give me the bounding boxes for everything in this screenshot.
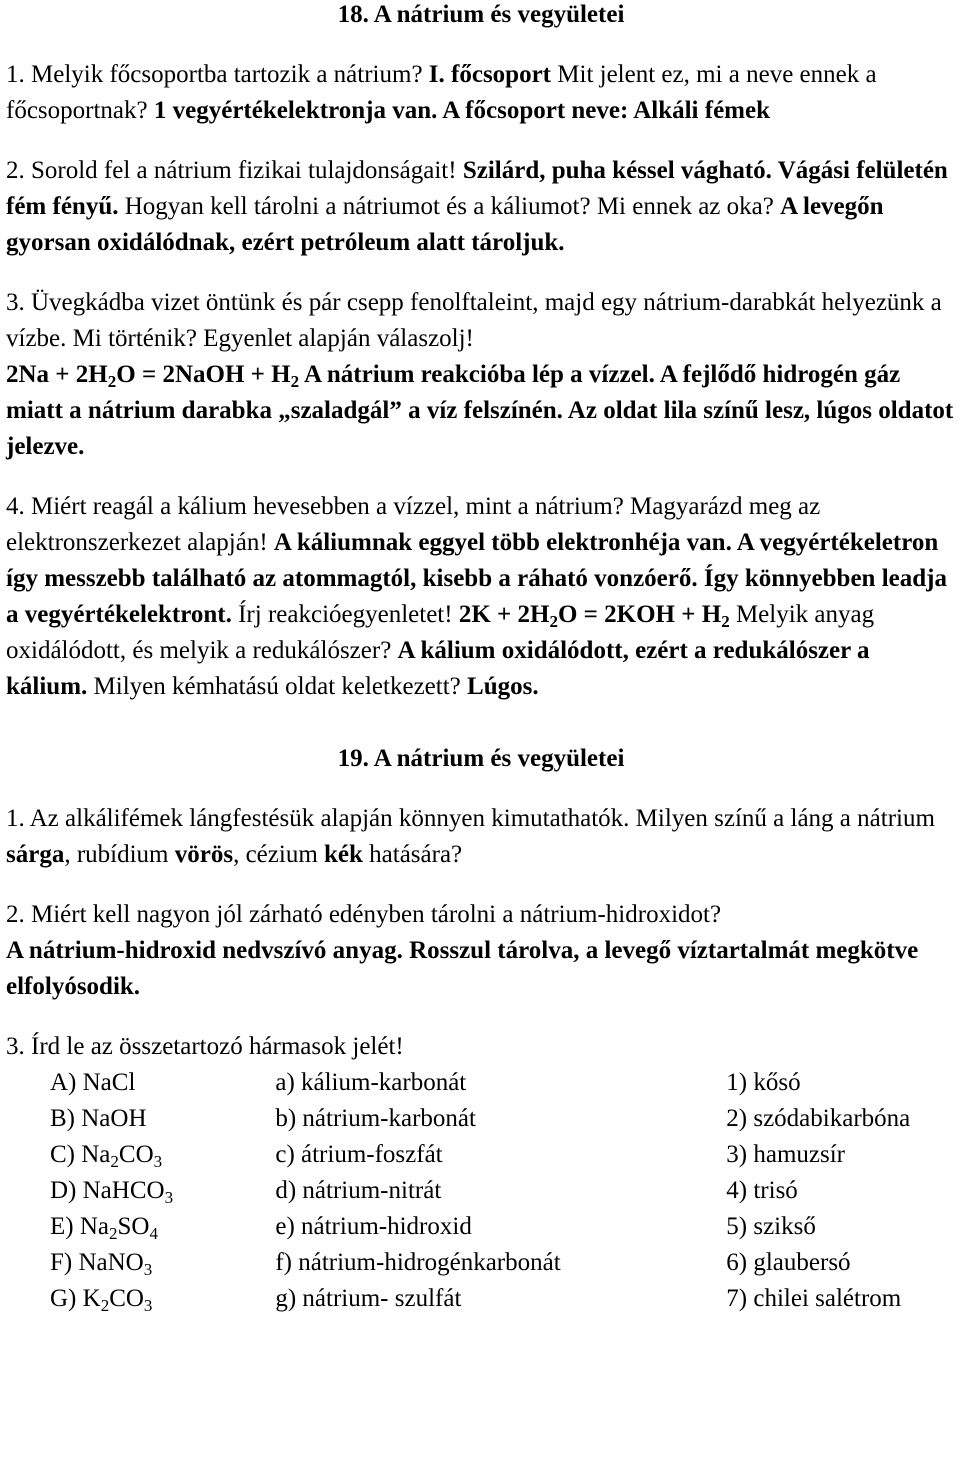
answer-text: A kálium oxidálódott, ezért a redukálószer a kálium. xyxy=(6,637,870,700)
answer-text: A levegőn gyorsan oxidálódnak, ezért petróleum alatt tároljuk. xyxy=(6,193,884,256)
common-name-cell: 7) chilei salétrom xyxy=(726,1285,902,1312)
answer-text: Lúgos. xyxy=(467,673,539,700)
question-text: 3. Üvegkádba vizet öntünk és pár csepp fenolftaleint, majd egy nátrium-darabkát helyezünk a vízbe. Mi történik? Egyenlet alapján válaszolj! xyxy=(6,289,942,352)
table-row xyxy=(50,1101,956,1137)
answer-text: A nátrium-hidroxid nedvszívó anyag. Rosszul tárolva, a levegő víztartalmát megkötve elfolyósodik. xyxy=(6,937,919,1000)
formula-cell: D) NaHCO$_3$ xyxy=(50,1177,174,1207)
table-row xyxy=(50,1137,956,1173)
answer-text: Szilárd, puha késsel vágható. Vágási felületén fém fényű. xyxy=(6,157,948,220)
document-page xyxy=(6,0,956,1317)
table-row xyxy=(50,1281,956,1317)
section-19-question-2 xyxy=(6,897,956,1005)
chemical-name-cell: d) nátrium-nitrát xyxy=(275,1177,442,1204)
table-row xyxy=(50,1065,956,1101)
answer-text: kék xyxy=(324,841,363,868)
question-text: Mit jelent ez, mi a neve ennek a főcsoportnak? xyxy=(6,61,877,124)
answer-text: 1 vegyértékelektronja van. A főcsoport neve: Alkáli fémek xyxy=(153,97,770,124)
reaction-equation: $2K + 2H_2O = 2KOH + H_2$ xyxy=(458,601,730,631)
question-text: 1. Melyik főcsoportba tartozik a nátrium? xyxy=(6,61,429,88)
table-row xyxy=(50,1173,956,1209)
chemical-name-cell: f) nátrium-hidrogénkarbonát xyxy=(275,1249,561,1276)
section-19-question-3: 3. Írd le az összetartozó hármasok jelét! xyxy=(6,1033,404,1060)
section-19-title: 19. A nátrium és vegyületei xyxy=(337,745,625,772)
formula-cell: E) $Na_2SO_4$ xyxy=(50,1213,158,1243)
answer-text: A nátrium reakcióba lép a vízzel. A fejlődő hidrogén gáz miatt a nátrium darabka „szaladgál” a víz felszínén. Az oldat lila színű lesz, lúgos oldatot jelezve. xyxy=(6,361,954,460)
question-text: Hogyan kell tárolni a nátriumot és a káliumot? Mi ennek az oka? xyxy=(118,193,781,220)
chemical-name-cell: c) átrium-foszfát xyxy=(275,1141,443,1168)
formula-cell: B) NaOH xyxy=(50,1105,147,1132)
answer-text: sárga xyxy=(6,841,65,868)
common-name-cell: 4) trisó xyxy=(726,1177,798,1204)
question-text: 2. Sorold fel a nátrium fizikai tulajdonságait! xyxy=(6,157,463,184)
table-row xyxy=(50,1209,956,1245)
common-name-cell: 1) kősó xyxy=(726,1069,801,1096)
section-18-question-1 xyxy=(6,57,956,129)
common-name-cell: 5) szikső xyxy=(726,1213,816,1240)
matching-table xyxy=(50,1065,956,1317)
section-18-title: 18. A nátrium és vegyületei xyxy=(337,1,625,28)
question-text: 2. Miért kell nagyon jól zárható edényben tárolni a nátrium-hidroxidot? xyxy=(6,901,722,928)
common-name-cell: 3) hamuzsír xyxy=(726,1141,845,1168)
question-text: Milyen kémhatású oldat keletkezett? xyxy=(87,673,468,700)
chemical-name-cell: b) nátrium-karbonát xyxy=(275,1105,476,1132)
section-18-question-2 xyxy=(6,153,956,261)
answer-text: A káliumnak eggyel több elektronhéja van. A vegyértékeletron így messzebb található az atommagtól, kisebb a ráható vonzóerő. Így könnyebben leadja a vegyértékelektront. xyxy=(6,529,947,628)
answer-text: vörös xyxy=(174,841,234,868)
reaction-equation: $2Na + 2H_2O$ = 2NaOH + $H_2$ xyxy=(6,361,300,391)
section-18-question-3 xyxy=(6,285,956,465)
common-name-cell: 6) glaubersó xyxy=(726,1249,851,1276)
question-text: Írj reakcióegyenletet! xyxy=(231,601,459,628)
chemical-name-cell: g) nátrium- szulfát xyxy=(275,1285,462,1312)
table-row xyxy=(50,1245,956,1281)
chemical-name-cell: a) kálium-karbonát xyxy=(275,1069,467,1096)
answer-text: I. főcsoport xyxy=(428,61,552,88)
formula-cell: A) NaCl xyxy=(50,1069,136,1096)
question-text: 4. Miért reagál a kálium hevesebben a vízzel, mint a nátrium? Magyarázd meg az elektronszerkezet alapján! xyxy=(6,493,821,556)
common-name-cell: 2) szódabikarbóna xyxy=(726,1105,911,1132)
section-18-question-4 xyxy=(6,489,956,705)
section-19-question-1: 1. Az alkálifémek lángfestésük alapján könnyen kimutathatók. Milyen színű a láng a nátrium sárga, rubídium vörös, cézium kék hatására? xyxy=(6,805,935,868)
chemical-name-cell: e) nátrium-hidroxid xyxy=(275,1213,472,1240)
question-text: Melyik anyag oxidálódott, és melyik a redukálószer? xyxy=(6,601,875,664)
formula-cell: G) $K_2CO_3$ xyxy=(50,1285,153,1315)
formula-cell: C) $Na_2CO_3$ xyxy=(50,1141,163,1171)
formula-cell: F) NaNO$_3$ xyxy=(50,1249,153,1279)
